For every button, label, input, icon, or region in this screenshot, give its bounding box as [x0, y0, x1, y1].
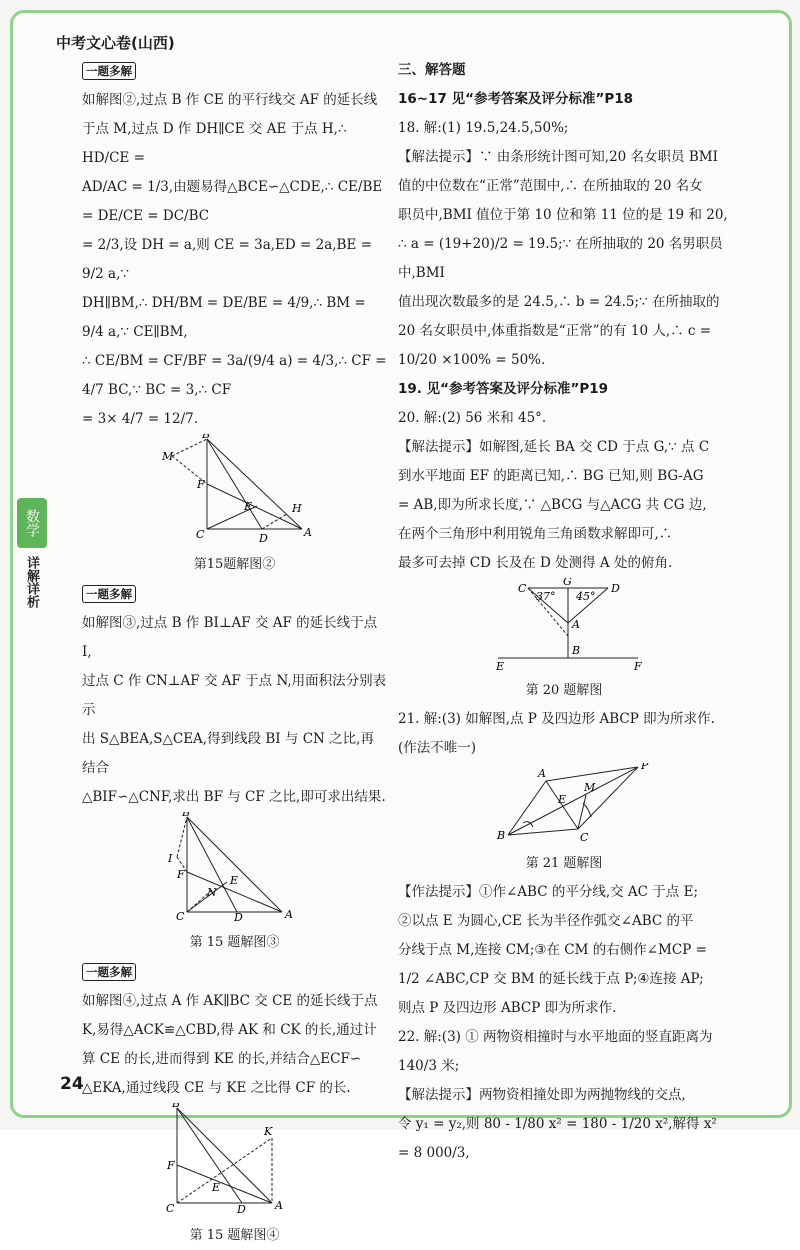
text-line: (作法不唯一)	[398, 740, 477, 756]
figure-caption: 第 21 题解图	[525, 856, 603, 871]
subject-tab: 数学	[17, 498, 47, 548]
text-line: = 3× 4/7 = 12/7.	[82, 411, 199, 427]
question-16-17: 16~17 见“参考答案及评分标准”P18	[398, 91, 634, 107]
fig-label: H	[292, 502, 302, 515]
fig-label: A	[304, 526, 312, 539]
fig-label: B	[182, 812, 191, 819]
fig-label: M	[584, 781, 596, 794]
text-line: ②以点 E 为圆心,CE 长为半径作弧交∠ABC 的平	[398, 913, 694, 929]
text-line: 21. 解:(3) 如解图,点 P 及四边形 ABCP 即为所求作.	[398, 711, 715, 727]
fig-label: C	[518, 582, 527, 595]
text-line: AD/AC = 1/3,由题易得△BCE∽△CDE,∴ CE/BE = DE/CE = DC/BC	[82, 179, 383, 224]
text-line: 如解图④,过点 A 作 AK∥BC 交 CE 的延长线于点	[82, 993, 378, 1009]
text-line: 22. 解:(3) ① 两物资相撞时与水平地面的竖直距离为	[398, 1029, 713, 1045]
right-column	[398, 56, 730, 1168]
fig-label: E	[244, 500, 253, 513]
fig-label: 45°	[576, 590, 596, 603]
fig-label: E	[558, 793, 567, 806]
fig-label: F	[634, 660, 642, 670]
text-line: 【解法提示】两物资相撞处即为两抛物线的交点,	[398, 1087, 686, 1103]
text-line: 最多可去掉 CD 长及在 D 处测得 A 处的俯角.	[398, 555, 673, 571]
fig-label: D	[237, 1203, 246, 1215]
fig-label: A	[572, 618, 580, 631]
text-line: 【解法提示】∵ 由条形统计图可知,20 名女职员 BMI	[398, 149, 718, 165]
text-line: 过点 C 作 CN⊥AF 交 AF 于点 N,用面积法分别表示	[82, 673, 387, 718]
text-line: 如解图②,过点 B 作 CE 的平行线交 AF 的延长线	[82, 92, 378, 108]
text-line: 分线于点 M,连接 CM;③在 CM 的右侧作∠MCP =	[398, 942, 707, 958]
multi-solution-badge: 一题多解	[82, 62, 136, 80]
text-line: 【解法提示】如解图,延长 BA 交 CD 于点 G,∵ 点 C	[398, 439, 710, 455]
figure-15-3	[82, 812, 387, 933]
figure-21	[398, 763, 730, 854]
fig-label: M	[162, 450, 174, 463]
fig-label: C	[580, 831, 589, 843]
left-column	[82, 56, 387, 1250]
text-line: ∴ a = (19+20)/2 = 19.5;∵ 在所抽取的 20 名男职员中,BMI	[398, 236, 723, 281]
question-19: 19. 见“参考答案及评分标准”P19	[398, 381, 609, 397]
fig-label: G	[563, 578, 572, 588]
multi-solution-badge: 一题多解	[82, 585, 136, 603]
fig-label: C	[176, 910, 185, 922]
text-line: 令 y₁ = y₂,则 80 - 1/80 x² = 180 - 1/20 x²,解得 x² = 8 000/3,	[398, 1116, 717, 1161]
fig-label: I	[168, 852, 173, 865]
text-line: 职员中,BMI 值位于第 10 位和第 11 位的是 19 和 20,	[398, 207, 728, 223]
figure-caption: 第15题解图②	[193, 557, 276, 572]
page-header: 中考文心卷(山西)	[56, 34, 175, 52]
fig-label: C	[166, 1202, 175, 1215]
figure-caption: 第 15 题解图③	[189, 935, 280, 950]
text-line: 则点 P 及四边形 ABCP 即为所求作.	[398, 1000, 617, 1016]
fig-label: D	[259, 532, 268, 544]
text-line: 10/20 ×100% = 50%.	[398, 352, 546, 368]
fig-label: E	[230, 874, 239, 887]
figure-15-2	[82, 434, 387, 555]
text-line: K,易得△ACK≌△CBD,得 AK 和 CK 的长,通过计	[82, 1022, 377, 1038]
fig-label: F	[167, 1159, 175, 1172]
fig-label: B	[497, 829, 506, 842]
fig-label: B	[172, 1103, 181, 1110]
text-line: 于点 M,过点 D 作 DH∥CE 交 AE 于点 H,∴ HD/CE =	[82, 121, 347, 166]
fig-label: A	[275, 1199, 283, 1212]
section-side-label: 详解详析	[24, 556, 39, 608]
text-line: 出 S△BEA,S△CEA,得到线段 BI 与 CN 之比,再结合	[82, 731, 374, 776]
fig-label: A	[285, 908, 293, 921]
text-line: 20. 解:(2) 56 米和 45°.	[398, 410, 547, 426]
text-line: DH∥BM,∴ DH/BM = DE/BE = 4/9,∴ BM = 9/4 a,∵ CE∥BM,	[82, 295, 366, 340]
text-line: 20 名女职员中,体重指数是“正常”的有 10 人,∴ c =	[398, 323, 712, 339]
fig-label: D	[611, 582, 620, 595]
page-number: 24	[60, 1074, 84, 1094]
figure-20	[398, 578, 730, 681]
fig-label: D	[234, 911, 243, 922]
text-line: 在两个三角形中利用锐角三角函数求解即可,∴	[398, 526, 673, 542]
fig-label: B	[202, 434, 211, 441]
text-line: ∴ CE/BM = CF/BF = 3a/(9/4 a) = 4/3,∴ CF = 4/7 BC,∵ BC = 3,∴ CF	[82, 353, 387, 398]
multi-solution-badge: 一题多解	[82, 963, 136, 981]
text-line: 值的中位数在“正常”范围中,∴ 在所抽取的 20 名女	[398, 178, 703, 194]
text-line: 算 CE 的长,进而得到 KE 的长,并结合△ECF∽	[82, 1051, 362, 1067]
text-line: △BIF∽△CNF,求出 BF 与 CF 之比,即可求出结果.	[82, 789, 386, 805]
fig-label: K	[264, 1125, 273, 1138]
text-line: 如解图③,过点 B 作 BI⊥AF 交 AF 的延长线于点 I,	[82, 615, 378, 660]
text-line: 140/3 米;	[398, 1058, 460, 1074]
figure-15-4	[82, 1103, 387, 1226]
fig-label: N	[207, 886, 217, 899]
text-line: = 2/3,设 DH = a,则 CE = 3a,ED = 2a,BE = 9/2 a,∵	[82, 237, 372, 282]
fig-label: B	[572, 644, 581, 657]
figure-caption: 第 15 题解图④	[189, 1228, 280, 1243]
fig-label: F	[197, 478, 205, 491]
text-line: 值出现次数最多的是 24.5,∴ b = 24.5;∵ 在所抽取的	[398, 294, 720, 310]
text-line: 18. 解:(1) 19.5,24.5,50%;	[398, 120, 569, 136]
text-line: △EKA,通过线段 CE 与 KE 之比得 CF 的长.	[82, 1080, 351, 1096]
fig-label: C	[196, 528, 205, 541]
fig-label: F	[177, 868, 185, 881]
fig-label: 37°	[536, 590, 556, 603]
text-line: = AB,即为所求长度,∵ △BCG 与△ACG 共 CG 边,	[398, 497, 707, 513]
text-line: 1/2 ∠ABC,CP 交 BM 的延长线于点 P;④连接 AP;	[398, 971, 704, 987]
fig-label: P	[641, 763, 649, 772]
section-title: 三、解答题	[398, 62, 466, 78]
text-line: 到水平地面 EF 的距离已知,∴ BG 已知,则 BG-AG	[398, 468, 704, 484]
fig-label: E	[212, 1181, 221, 1194]
fig-label: E	[496, 660, 505, 670]
fig-label: A	[538, 767, 546, 780]
text-line: 【作法提示】①作∠ABC 的平分线,交 AC 于点 E;	[398, 884, 698, 900]
figure-caption: 第 20 题解图	[525, 683, 603, 698]
